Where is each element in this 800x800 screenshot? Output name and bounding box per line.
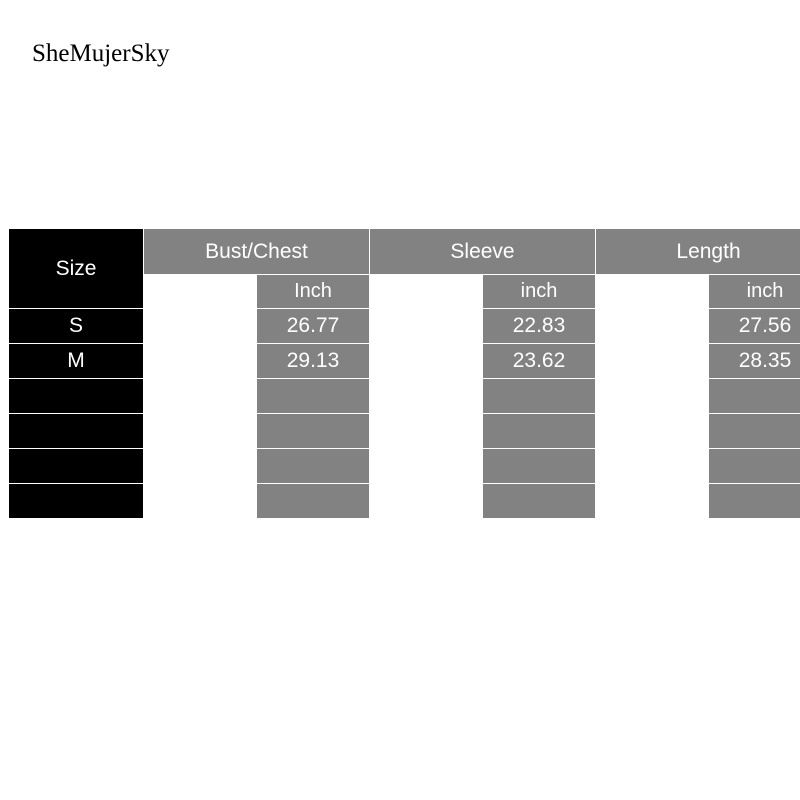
cell-bust-inch (257, 379, 370, 414)
cell-length-cm (596, 379, 709, 414)
cell-bust-inch (257, 414, 370, 449)
cell-sleeve-inch: 22.83 (483, 309, 596, 344)
cell-sleeve-inch (483, 414, 596, 449)
cell-length-cm: 72 (596, 344, 709, 379)
cell-length-inch (709, 414, 800, 449)
cell-bust-inch (257, 449, 370, 484)
unit-sleeve-inch: inch (483, 275, 596, 309)
cell-sleeve-inch (483, 379, 596, 414)
table-row (9, 414, 800, 449)
cell-bust-cm (144, 484, 257, 519)
cell-length-cm (596, 484, 709, 519)
table-row (9, 449, 800, 484)
header-group-bust: Bust/Chest (144, 229, 370, 275)
cell-bust-cm (144, 449, 257, 484)
cell-length-cm (596, 449, 709, 484)
cell-sleeve-inch (483, 449, 596, 484)
cell-length-inch (709, 379, 800, 414)
cell-sleeve-cm (370, 449, 483, 484)
header-group-length: Length (596, 229, 800, 275)
cell-bust-inch: 29.13 (257, 344, 370, 379)
cell-sleeve-cm (370, 484, 483, 519)
cell-sleeve-cm (370, 379, 483, 414)
row-size-label (9, 414, 144, 449)
row-size-label: M (9, 344, 144, 379)
cell-bust-cm (144, 379, 257, 414)
table-row (9, 484, 800, 519)
unit-length-cm: cm (596, 275, 709, 309)
header-group-sleeve: Sleeve (370, 229, 596, 275)
row-size-label: S (9, 309, 144, 344)
cell-sleeve-cm: 58 (370, 309, 483, 344)
cell-bust-inch (257, 484, 370, 519)
cell-sleeve-inch (483, 484, 596, 519)
cell-bust-cm (144, 414, 257, 449)
cell-sleeve-cm (370, 414, 483, 449)
table-row (9, 344, 800, 379)
unit-length-inch: inch (709, 275, 800, 309)
cell-bust-cm: 74 (144, 344, 257, 379)
table-row (9, 379, 800, 414)
cell-length-cm: 70 (596, 309, 709, 344)
row-size-label (9, 484, 144, 519)
cell-sleeve-inch: 23.62 (483, 344, 596, 379)
cell-length-inch: 28.35 (709, 344, 800, 379)
unit-sleeve-cm: cm (370, 275, 483, 309)
table-header-row (9, 229, 800, 275)
cell-length-inch: 27.56 (709, 309, 800, 344)
size-chart-table (8, 228, 800, 519)
cell-bust-inch: 26.77 (257, 309, 370, 344)
unit-bust-cm: cm (144, 275, 257, 309)
cell-length-cm (596, 414, 709, 449)
cell-length-inch (709, 449, 800, 484)
row-size-label (9, 379, 144, 414)
row-size-label (9, 449, 144, 484)
brand-logo: SheMujerSky (32, 40, 170, 67)
header-size: Size (9, 229, 144, 309)
table-row (9, 309, 800, 344)
cell-bust-cm: 68 (144, 309, 257, 344)
cell-sleeve-cm: 60 (370, 344, 483, 379)
unit-bust-inch: Inch (257, 275, 370, 309)
cell-length-inch (709, 484, 800, 519)
